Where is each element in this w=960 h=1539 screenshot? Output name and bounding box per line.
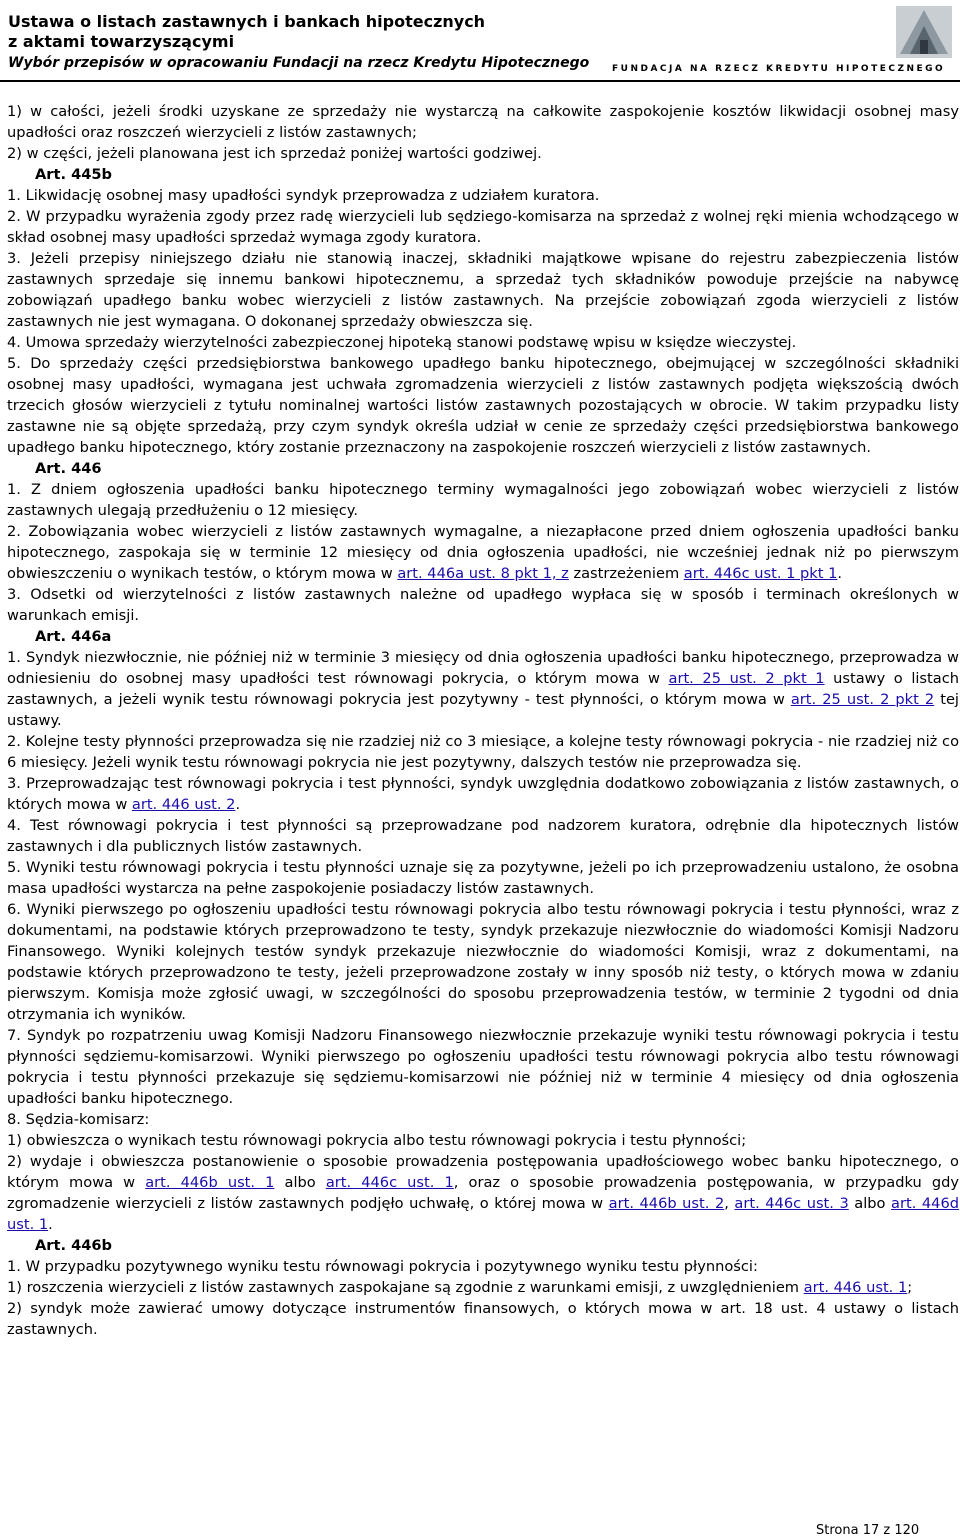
article-heading: Art. 446 [35, 460, 102, 477]
paragraph-text: 2. Zobowiązania wobec wierzycieli z listów zastawnych wymagalne, a niezapłacone przed dniem ogłoszenia upadłości banku hipotecznego, zaspokaja się w terminie 12 miesięcy od dnia ogłoszenia upadłości, nie wcześniej jednak niż po pierwszym obwieszczeniu o wynikach testów, o którym mowa w [7, 523, 959, 582]
paragraph [7, 899, 959, 1025]
document-title-line2: z aktami towarzyszącymi [8, 32, 235, 51]
article-reference-link[interactable]: art. 446b ust. 1 [145, 1174, 275, 1191]
paragraph [7, 1130, 959, 1151]
paragraph-text: ; [907, 1279, 913, 1296]
paragraph-text: 4. Umowa sprzedaży wierzytelności zabezpieczonej hipoteką stanowi podstawę wpisu w księdze wieczystej. [7, 334, 797, 351]
article-reference-link[interactable]: art. 446 ust. 1 [803, 1279, 908, 1296]
paragraph [7, 206, 959, 248]
paragraph [7, 353, 959, 458]
paragraph-text: ustawy o listach zastawnych, a jeżeli wynik testu równowagi pokrycia jest pozytywny - test płynności, o którym mowa w [7, 670, 959, 708]
article-reference-link[interactable]: art. 25 ust. 2 pkt 2 [790, 691, 935, 708]
paragraph-text: . [837, 565, 843, 582]
paragraph-text: 2. Kolejne testy płynności przeprowadza się nie rzadziej niż co 3 miesiące, a kolejne testy równowagi pokrycia - nie rzadziej niż co 6 miesięcy. Jeżeli wynik testu równowagi pokrycia nie jest pozytywny, dalszych testów nie przeprowadza się. [7, 733, 959, 771]
page-header [0, 0, 960, 80]
article-reference-link[interactable]: art. 446c ust. 1 [325, 1174, 454, 1191]
article-reference-link[interactable]: art. 446 ust. 2 [131, 796, 236, 813]
paragraph [7, 773, 959, 815]
paragraph-text: 5. Do sprzedaży części przedsiębiorstwa bankowego upadłego banku hipotecznego, obejmującej w szczególności składniki osobnej masy upadłości, wymagana jest uchwała zgromadzenia wierzycieli z listów zastawnych podjęta większością dwóch trzecich głosów wierzycieli z tytułu nominalnej wartości listów zastawnych pozostających w obrocie. W takim przypadku listy zastawne nie są objęte sprzedażą, przy czym syndyk określa udział w cenie ze sprzedaży części przedsiębiorstwa bankowego upadłego banku hipotecznego, który zostanie przeznaczony na zaspokojenie roszczeń wierzycieli z listów zastawnych. [7, 355, 959, 456]
paragraph [7, 1109, 959, 1130]
paragraph-text: 1. Z dniem ogłoszenia upadłości banku hipotecznego terminy wymagalności jego zobowiązań wobec wierzycieli z listów zastawnych ulegają przedłużeniu o 12 miesięcy. [7, 481, 959, 519]
paragraph-text: 3. Odsetki od wierzytelności z listów zastawnych należne od upadłego wypłaca się w sposób i terminach określonych w warunkach emisji. [7, 586, 959, 624]
article-heading: Art. 445b [35, 166, 113, 183]
paragraph-text: 1) roszczenia wierzycieli z listów zastawnych zaspokajane są zgodnie z warunkami emisji, z uwzględnieniem [7, 1279, 804, 1296]
paragraph [7, 857, 959, 899]
paragraph-text: 4. Test równowagi pokrycia i test płynności są przeprowadzane pod nadzorem kuratora, odrębnie dla hipotecznych listów zastawnych i dla publicznych listów zastawnych. [7, 817, 959, 855]
paragraph-text: 2. W przypadku wyrażenia zgody przez radę wierzycieli lub sędziego-komisarza na sprzedaż z wolnej ręki mienia wchodzącego w skład osobnej masy upadłości sprzedaż wymaga zgody kuratora. [7, 208, 959, 246]
paragraph-text: 1. Syndyk niezwłocznie, nie później niż w terminie 3 miesięcy od dnia ogłoszenia upadłości banku hipotecznego, przeprowadza w odniesieniu do osobnej masy upadłości test równowagi pokrycia, o którym mowa w [7, 649, 959, 687]
article-reference-link[interactable]: art. 446b ust. 2 [608, 1195, 725, 1212]
foundation-logo-text: FUNDACJA NA RZECZ KREDYTU HIPOTECZNEGO [612, 64, 946, 74]
article-reference-link[interactable]: art. 446a ust. 8 pkt 1, z [397, 565, 569, 582]
paragraph-text: , [724, 1195, 735, 1212]
paragraph [7, 647, 959, 731]
paragraph-text: 2) syndyk może zawierać umowy dotyczące instrumentów finansowych, o których mowa w art. 18 ust. 4 ustawy o listach zastawnych. [7, 1300, 959, 1338]
paragraph-text: 1. W przypadku pozytywnego wyniku testu równowagi pokrycia i pozytywnego wyniku testu płynności: [7, 1258, 758, 1275]
paragraph [7, 248, 959, 332]
paragraph-text: zastrzeżeniem [568, 565, 684, 582]
paragraph-text: 8. Sędzia-komisarz: [7, 1111, 150, 1128]
paragraph [7, 1277, 959, 1298]
paragraph-text: 1. Likwidację osobnej masy upadłości syndyk przeprowadza z udziałem kuratora. [7, 187, 600, 204]
paragraph [7, 332, 959, 353]
document-subtitle: Wybór przepisów w opracowaniu Fundacji na rzecz Kredytu Hipotecznego [8, 55, 590, 71]
paragraph-text: 2) w części, jeżeli planowana jest ich sprzedaż poniżej wartości godziwej. [7, 145, 542, 162]
paragraph [7, 815, 959, 857]
paragraph-text: 6. Wyniki pierwszego po ogłoszeniu upadłości testu równowagi pokrycia albo testu równowagi pokrycia i testu płynności, wraz z dokumentami, na podstawie których przeprowadzono te testy, syndyk przekazuje niezwłocznie do wiadomości Komisji Nadzoru Finansowego. Wyniki kolejnych testów syndyk przekazuje niezwłocznie do wiadomości Komisji, wraz z dokumentami, na podstawie których przeprowadzono te testy, jeżeli przeprowadzone zostały w inny sposób niż testy, o których mowa w zdaniu pierwszym. Komisja może zgłosić uwagi, w szczególności do sposobu przeprowadzenia testów, w terminie 2 tygodni od dnia otrzymania ich wyników. [7, 901, 959, 1023]
paragraph [7, 584, 959, 626]
document-body [7, 101, 959, 1340]
paragraph-text: 3. Przeprowadzając test równowagi pokrycia i test płynności, syndyk uwzględnia dodatkowo zobowiązania z listów zastawnych, o których mowa w [7, 775, 959, 813]
paragraph-text: 7. Syndyk po rozpatrzeniu uwag Komisji Nadzoru Finansowego niezwłocznie przekazuje wyniki testu równowagi pokrycia i testu płynności sędziemu-komisarzowi. Wyniki pierwszego po ogłoszeniu upadłości testu równowagi pokrycia albo testu równowagi pokrycia i testu płynności przekazuje się sędziemu-komisarzowi nie później niż w terminie 4 miesięcy od dnia ogłoszenia upadłości banku hipotecznego. [7, 1027, 959, 1107]
paragraph [7, 731, 959, 773]
paragraph [7, 521, 959, 584]
page-number: Strona 17 z 120 [816, 1523, 920, 1538]
article-heading: Art. 446a [35, 628, 112, 645]
paragraph-text: 2) wydaje i obwieszcza postanowienie o sposobie prowadzenia postępowania upadłościowego wobec banku hipotecznego, o którym mowa w [7, 1153, 959, 1191]
paragraph-text: 1) obwieszcza o wynikach testu równowagi pokrycia albo testu równowagi pokrycia i testu płynności; [7, 1132, 747, 1149]
paragraph-text: . [48, 1216, 53, 1233]
paragraph [7, 1025, 959, 1109]
paragraph [7, 1256, 959, 1277]
article-reference-link[interactable]: art. 446c ust. 3 [734, 1195, 849, 1212]
article-heading: Art. 446b [35, 1237, 113, 1254]
paragraph [7, 479, 959, 521]
paragraph [7, 101, 959, 143]
header-divider [0, 80, 960, 82]
paragraph-text: 5. Wyniki testu równowagi pokrycia i testu płynności uznaje się za pozytywne, jeżeli po ich przeprowadzeniu ustalono, że osobna masa upadłości wystarcza na pełne zaspokojenie posiadaczy listów zastawnych. [7, 859, 959, 897]
paragraph-text: albo [848, 1195, 892, 1212]
paragraph [7, 143, 959, 164]
paragraph-text: albo [274, 1174, 326, 1191]
paragraph-text: . [235, 796, 241, 813]
paragraph [7, 1151, 959, 1235]
paragraph [7, 185, 959, 206]
paragraph-text: tej ustawy. [7, 691, 959, 729]
paragraph-text: , oraz o sposobie prowadzenia postępowania, w przypadku gdy zgromadzenie wierzycieli z listów zastawnych podjęło uchwałę, o której mowa w [7, 1174, 959, 1212]
paragraph-text: 3. Jeżeli przepisy niniejszego działu nie stanowią inaczej, składniki majątkowe wpisane do rejestru zabezpieczenia listów zastawnych sprzedaje się innemu bankowi hipotecznemu, a sprzedaż tych składników powoduje przejście na nabywcę zobowiązań upadłego banku wobec wierzycieli z listów zastawnych. Na przejście zobowiązań zgoda wierzycieli z listów zastawnych nie jest wymagana. O dokonanej sprzedaży obwieszcza się. [7, 250, 959, 330]
article-reference-link[interactable]: art. 25 ust. 2 pkt 1 [668, 670, 825, 687]
foundation-logo-icon [896, 6, 952, 58]
article-reference-link[interactable]: art. 446c ust. 1 pkt 1 [683, 565, 838, 582]
article-reference-link[interactable]: art. 446d ust. 1 [7, 1195, 959, 1233]
paragraph-text: 1) w całości, jeżeli środki uzyskane ze sprzedaży nie wystarczą na całkowite zaspokojenie kosztów likwidacji osobnej masy upadłości oraz roszczeń wierzycieli z listów zastawnych; [7, 103, 959, 141]
paragraph [7, 1298, 959, 1340]
document-title: Ustawa o listach zastawnych i bankach hipotecznych [8, 12, 486, 31]
